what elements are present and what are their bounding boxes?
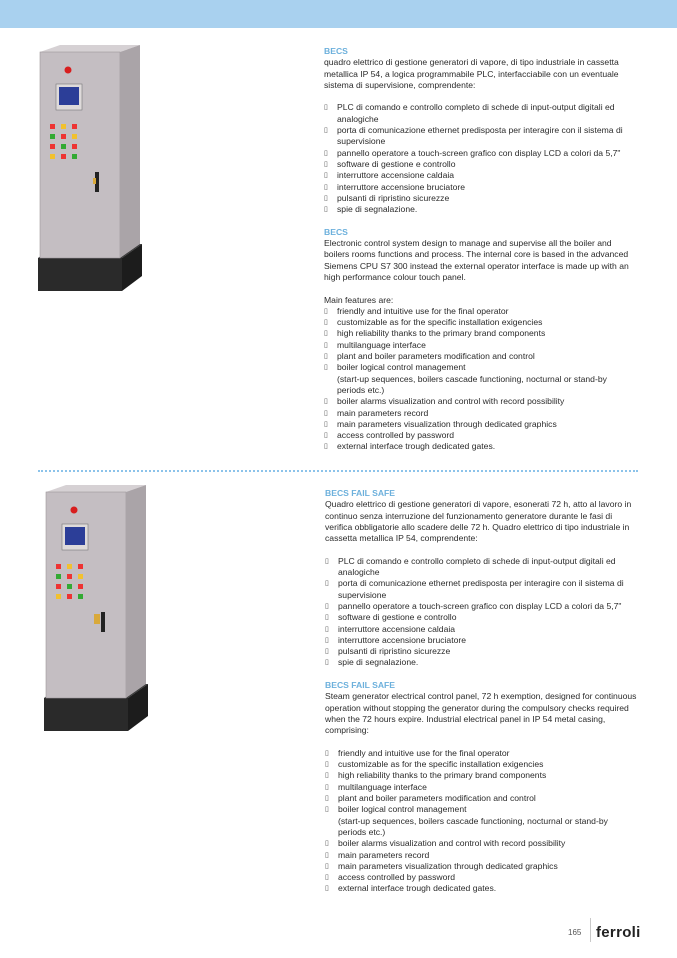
list-item: ▯ pannello operatore a touch-screen grafico con display LCD a colori da 5,7": [325, 601, 637, 612]
fail-safe-cabinet-image: [36, 484, 156, 736]
feature-list-en: [325, 748, 637, 816]
list-item: ▯ plant and boiler parameters modification and control: [325, 793, 637, 804]
list-item: ▯ interruttore accensione bruciatore: [325, 635, 637, 646]
list-item: ▯ porta di comunicazione ethernet predisposta per interagire con il sistema di supervisione: [324, 125, 636, 148]
list-item: ▯ interruttore accensione caldaia: [325, 624, 637, 635]
list-item: ▯ PLC di comando e controllo completo di schede di input-output digitali ed analogiche: [324, 102, 636, 125]
top-banner: [0, 0, 677, 28]
intro-paragraph-en: Steam generator electrical control panel, 72 h exemption, designed for continuous operation without stopping the generator during the compulsory checks required when the 72 hours expire. Industrial electrical panel in IP 54 metal casing, comprising:: [325, 691, 637, 736]
feature-list-it: [324, 102, 636, 215]
list-item: ▯ pulsanti di ripristino sicurezze: [325, 646, 637, 657]
list-item: ▯ boiler alarms visualization and control with record possibility: [325, 838, 637, 849]
list-item: ▯ access controlled by password: [325, 872, 637, 883]
list-item: ▯ pulsanti di ripristino sicurezze: [324, 193, 636, 204]
list-item: ▯ multilanguage interface: [325, 782, 637, 793]
list-item: ▯ software di gestione e controllo: [325, 612, 637, 623]
list-item: ▯ interruttore accensione caldaia: [324, 170, 636, 181]
list-item: ▯ boiler logical control management: [324, 362, 636, 373]
list-item: ▯ main parameters visualization through dedicated graphics: [324, 419, 636, 430]
list-item: ▯ external interface trough dedicated gates.: [324, 441, 636, 452]
feature-list-it: [325, 556, 637, 669]
list-item: ▯ high reliability thanks to the primary brand components: [325, 770, 637, 781]
list-item: ▯ main parameters visualization through dedicated graphics: [325, 861, 637, 872]
list-item: ▯ main parameters record: [324, 408, 636, 419]
intro-paragraph-it: quadro elettrico di gestione generatori di vapore, di tipo industriale in cassetta metallica IP 54, a logica programmabile PLC, interfacciabile con un eventuale sistema di supervisione, comprendente:: [324, 57, 619, 90]
list-item: ▯ customizable as for the specific installation exigencies: [325, 759, 637, 770]
section-title-en: BECS FAIL SAFE: [325, 680, 396, 691]
list-item: ▯ pannello operatore a touch-screen grafico con display LCD a colori da 5,7": [324, 148, 636, 159]
list-item: ▯ software di gestione e controllo: [324, 159, 636, 170]
section-title-en: BECS: [324, 226, 348, 237]
page-number: 165: [568, 928, 582, 937]
list-item: ▯ high reliability thanks to the primary brand components: [324, 328, 636, 339]
list-item: ▯ external interface trough dedicated gates.: [325, 883, 637, 894]
intro-paragraph-en: Electronic control system design to manage and supervise all the boiler and boilers rooms functions and process. The internal core is based in the advanced Siemens CPU S7 300 instead the external operator interface is made up with an high performance colour touch panel.: [324, 238, 629, 282]
list-item: ▯ multilanguage interface: [324, 340, 636, 351]
section-title-it: BECS: [324, 46, 348, 56]
list-item: ▯ spie di segnalazione.: [324, 204, 636, 215]
list-note: (start-up sequences, boilers cascade functioning, nocturnal or stand-by periods etc.): [337, 373, 607, 395]
list-item: ▯ interruttore accensione bruciatore: [324, 182, 636, 193]
ferroli-logo: ferroli: [596, 924, 641, 941]
becs-fail-safe-section: [325, 488, 637, 895]
feature-list-en: [324, 306, 636, 374]
intro-paragraph-it: Quadro elettrico di gestione generatori di vapore, esonerati 72 h, atto al lavoro in continuo senza interruzione del funzionamento generatore durante le fasi di verifica obbligatorie allo scadere delle 72 h. Quadro elettrico di tipo industriale in cassetta metallica IP 54, comprendente:: [325, 499, 632, 544]
feature-list-en-continued: [325, 838, 637, 894]
list-item: ▯ boiler logical control management: [325, 804, 637, 815]
list-item: ▯ access controlled by password: [324, 430, 636, 441]
list-item: ▯ PLC di comando e controllo completo di schede di input-output digitali ed analogiche: [325, 556, 637, 579]
list-item: ▯ spie di segnalazione.: [325, 657, 637, 668]
list-item: ▯ main parameters record: [325, 850, 637, 861]
list-item: ▯ porta di comunicazione ethernet predisposta per interagire con il sistema di supervisione: [325, 578, 637, 601]
footer-divider: [590, 918, 591, 942]
control-cabinet-image: [30, 44, 150, 296]
list-item: ▯ friendly and intuitive use for the final operator: [324, 306, 636, 317]
list-note: (start-up sequences, boilers cascade functioning, nocturnal or stand-by periods etc.): [338, 815, 608, 837]
feature-list-en-continued: [324, 396, 636, 452]
list-item: ▯ customizable as for the specific installation exigencies: [324, 317, 636, 328]
section-title-it: BECS FAIL SAFE: [325, 488, 396, 498]
list-item: ▯ plant and boiler parameters modification and control: [324, 351, 636, 362]
list-item: ▯ friendly and intuitive use for the final operator: [325, 748, 637, 759]
section-divider: [38, 470, 638, 472]
list-item: ▯ boiler alarms visualization and control with record possibility: [324, 396, 636, 407]
features-label: Main features are:: [324, 294, 394, 305]
becs-section: [324, 46, 636, 453]
